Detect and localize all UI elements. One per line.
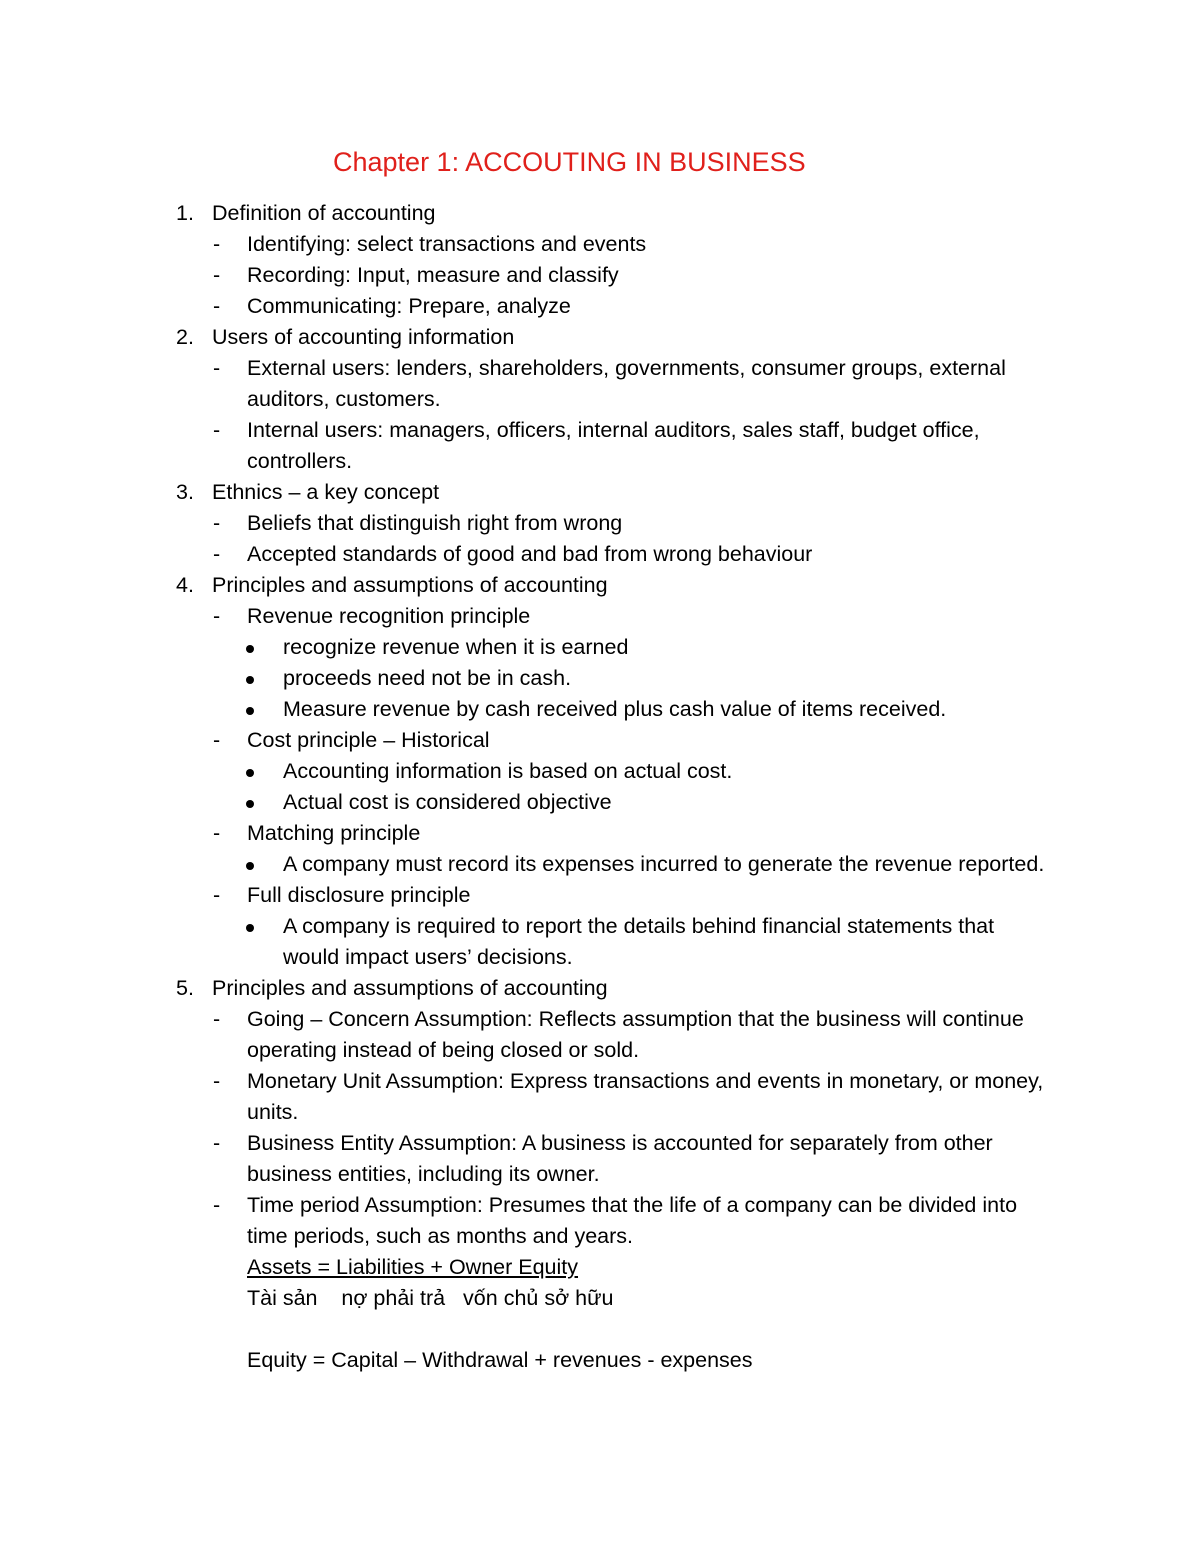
list-item bbox=[0, 1190, 1200, 1221]
dash-marker: - bbox=[213, 728, 221, 752]
equity-formula: Equity = Capital – Withdrawal + revenues - expenses bbox=[247, 1348, 753, 1372]
section-number: 1. bbox=[176, 201, 194, 225]
document-title: Chapter 1: ACCOUTING IN BUSINESS bbox=[333, 147, 806, 177]
list-item-text: Internal users: managers, officers, internal auditors, sales staff, budget office, bbox=[247, 418, 980, 442]
bullet-item bbox=[0, 632, 1200, 663]
document-body bbox=[0, 198, 1200, 1376]
list-item bbox=[0, 1004, 1200, 1035]
dash-marker: - bbox=[213, 263, 221, 287]
dash-marker: - bbox=[213, 883, 221, 907]
list-item-text: Communicating: Prepare, analyze bbox=[247, 294, 571, 318]
list-item-text: Full disclosure principle bbox=[247, 883, 471, 907]
list-item-text: operating instead of being closed or sold. bbox=[247, 1038, 640, 1062]
section-heading bbox=[0, 198, 1200, 229]
section-title: Users of accounting information bbox=[212, 325, 515, 349]
list-item-text: Revenue recognition principle bbox=[247, 604, 531, 628]
bullet-item bbox=[0, 663, 1200, 694]
dash-marker: - bbox=[213, 232, 221, 256]
section-title: Principles and assumptions of accounting bbox=[212, 573, 608, 597]
dash-marker: - bbox=[213, 511, 221, 535]
list-item-text: Business Entity Assumption: A business is accounted for separately from other bbox=[247, 1131, 993, 1155]
section-number: 4. bbox=[176, 573, 194, 597]
list-item-continuation bbox=[0, 1035, 1200, 1066]
list-item-text: Going – Concern Assumption: Reflects assumption that the business will continue bbox=[247, 1007, 1024, 1031]
bullet-icon bbox=[246, 707, 254, 715]
list-item-text: Recording: Input, measure and classify bbox=[247, 263, 619, 287]
dash-marker: - bbox=[213, 1193, 221, 1217]
list-item bbox=[0, 508, 1200, 539]
bullet-text: Actual cost is considered objective bbox=[283, 790, 612, 814]
section-heading bbox=[0, 570, 1200, 601]
section-heading bbox=[0, 322, 1200, 353]
bullet-icon bbox=[246, 769, 254, 777]
list-item bbox=[0, 818, 1200, 849]
list-item bbox=[0, 229, 1200, 260]
dash-marker: - bbox=[213, 356, 221, 380]
list-item bbox=[0, 601, 1200, 632]
dash-marker: - bbox=[213, 821, 221, 845]
bullet-text: A company must record its expenses incurred to generate the revenue reported. bbox=[283, 852, 1045, 876]
list-item bbox=[0, 260, 1200, 291]
bullet-item bbox=[0, 787, 1200, 818]
bullet-icon bbox=[246, 645, 254, 653]
list-item bbox=[0, 415, 1200, 446]
list-item-text: External users: lenders, shareholders, governments, consumer groups, external bbox=[247, 356, 1006, 380]
dash-marker: - bbox=[213, 294, 221, 318]
list-item-continuation bbox=[0, 1097, 1200, 1128]
equity-formula-line bbox=[0, 1345, 1200, 1376]
list-item bbox=[0, 291, 1200, 322]
dash-marker: - bbox=[213, 604, 221, 628]
accounting-equation-vietnamese: Tài sản nợ phải trả vốn chủ sở hữu bbox=[247, 1286, 614, 1310]
section-number: 2. bbox=[176, 325, 194, 349]
list-item-text: Cost principle – Historical bbox=[247, 728, 490, 752]
bullet-text: proceeds need not be in cash. bbox=[283, 666, 572, 690]
list-item bbox=[0, 880, 1200, 911]
bullet-text: would impact users’ decisions. bbox=[283, 945, 573, 969]
dash-marker: - bbox=[213, 1131, 221, 1155]
list-item-text: controllers. bbox=[247, 449, 353, 473]
section-number: 5. bbox=[176, 976, 194, 1000]
list-item-text: time periods, such as months and years. bbox=[247, 1224, 633, 1248]
accounting-equation: Assets = Liabilities + Owner Equity bbox=[247, 1255, 579, 1279]
section-heading bbox=[0, 477, 1200, 508]
bullet-text: Accounting information is based on actual cost. bbox=[283, 759, 733, 783]
list-item-text: business entities, including its owner. bbox=[247, 1162, 600, 1186]
dash-marker: - bbox=[213, 418, 221, 442]
list-item bbox=[0, 353, 1200, 384]
bullet-icon bbox=[246, 676, 254, 684]
list-item-text: units. bbox=[247, 1100, 299, 1124]
bullet-item bbox=[0, 911, 1200, 942]
dash-marker: - bbox=[213, 1069, 221, 1093]
bullet-text: A company is required to report the details behind financial statements that bbox=[283, 914, 995, 938]
list-item bbox=[0, 539, 1200, 570]
section-title: Ethnics – a key concept bbox=[212, 480, 440, 504]
list-item-text: Monetary Unit Assumption: Express transactions and events in monetary, or money, bbox=[247, 1069, 1044, 1093]
bullet-item-continuation bbox=[0, 942, 1200, 973]
list-item-continuation bbox=[0, 1159, 1200, 1190]
bullet-icon bbox=[246, 924, 254, 932]
dash-marker: - bbox=[213, 1007, 221, 1031]
bullet-item bbox=[0, 694, 1200, 725]
list-item bbox=[0, 1066, 1200, 1097]
blank-line bbox=[0, 1314, 1200, 1345]
bullet-text: Measure revenue by cash received plus cash value of items received. bbox=[283, 697, 947, 721]
equation-vietnamese-line bbox=[0, 1283, 1200, 1314]
list-item-text: Beliefs that distinguish right from wrong bbox=[247, 511, 623, 535]
bullet-text: recognize revenue when it is earned bbox=[283, 635, 629, 659]
section-title: Definition of accounting bbox=[212, 201, 436, 225]
list-item-continuation bbox=[0, 1221, 1200, 1252]
list-item bbox=[0, 725, 1200, 756]
bullet-icon bbox=[246, 800, 254, 808]
section-heading bbox=[0, 973, 1200, 1004]
section-number: 3. bbox=[176, 480, 194, 504]
list-item-text: Time period Assumption: Presumes that the life of a company can be divided into bbox=[247, 1193, 1018, 1217]
list-item bbox=[0, 1128, 1200, 1159]
bullet-icon bbox=[246, 862, 254, 870]
list-item-text: auditors, customers. bbox=[247, 387, 441, 411]
list-item-continuation bbox=[0, 384, 1200, 415]
list-item-text: Accepted standards of good and bad from wrong behaviour bbox=[247, 542, 813, 566]
list-item-text: Identifying: select transactions and events bbox=[247, 232, 647, 256]
list-item-text: Matching principle bbox=[247, 821, 421, 845]
list-item-continuation bbox=[0, 446, 1200, 477]
dash-marker: - bbox=[213, 542, 221, 566]
bullet-item bbox=[0, 849, 1200, 880]
section-title: Principles and assumptions of accounting bbox=[212, 976, 608, 1000]
bullet-item bbox=[0, 756, 1200, 787]
equation-line bbox=[0, 1252, 1200, 1283]
